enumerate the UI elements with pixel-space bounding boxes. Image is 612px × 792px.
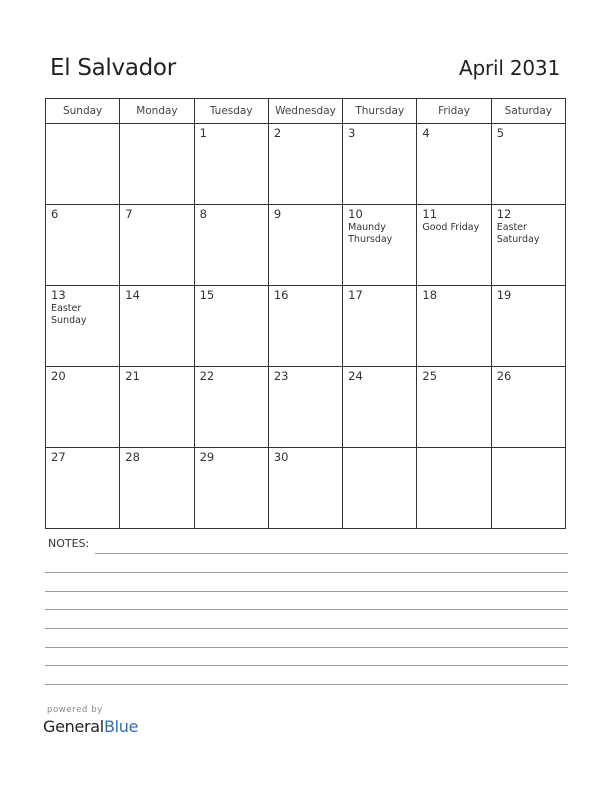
- day-number: 15: [199, 288, 215, 302]
- generalblue-logo: [43, 717, 138, 736]
- note-line: [45, 665, 568, 666]
- day-cell: [268, 286, 342, 367]
- day-number: 11: [422, 207, 438, 221]
- day-cell: [120, 286, 194, 367]
- day-number: 4: [422, 126, 430, 140]
- day-cell: [417, 205, 491, 286]
- weekday-friday: Friday: [417, 99, 491, 124]
- day-number: 16: [273, 288, 289, 302]
- holiday-label: Maundy Thursday: [348, 222, 393, 245]
- day-cell: [268, 448, 342, 529]
- day-cell: [343, 124, 417, 205]
- day-cell: [417, 124, 491, 205]
- day-cell: [268, 124, 342, 205]
- day-number: 20: [51, 369, 66, 383]
- day-number: 30: [273, 450, 289, 464]
- day-cell: [343, 205, 417, 286]
- day-cell: [194, 448, 268, 529]
- day-number: 7: [125, 207, 133, 221]
- week-row: [46, 448, 566, 529]
- day-cell: [46, 124, 120, 205]
- day-number: 8: [199, 207, 207, 221]
- day-number: 1: [199, 126, 207, 140]
- day-cell: [491, 205, 565, 286]
- day-number: 22: [199, 369, 215, 383]
- day-number: 29: [199, 450, 215, 464]
- day-number: 24: [348, 369, 363, 383]
- day-number: 27: [51, 450, 66, 464]
- note-line: [45, 591, 568, 592]
- day-cell: [46, 448, 120, 529]
- day-number: 5: [496, 126, 505, 140]
- day-number: 28: [125, 450, 140, 464]
- day-cell: [46, 367, 120, 448]
- day-cell: [120, 448, 194, 529]
- day-number: 13: [51, 288, 66, 302]
- day-number: 21: [125, 369, 140, 383]
- day-cell: [417, 367, 491, 448]
- day-cell: [194, 286, 268, 367]
- holiday-label: Good Friday: [422, 222, 480, 233]
- note-line: [45, 609, 568, 610]
- week-row: [46, 367, 566, 448]
- holiday-label: Easter Sunday: [51, 303, 87, 326]
- day-cell: [120, 124, 194, 205]
- weekday-header-row: [46, 99, 566, 124]
- day-cell: [491, 286, 565, 367]
- weekday-wednesday: Wednesday: [268, 99, 342, 124]
- day-cell: [120, 367, 194, 448]
- note-line: [45, 628, 568, 629]
- day-number: 23: [273, 369, 289, 383]
- note-line: [45, 572, 568, 573]
- weekday-tuesday: Tuesday: [194, 99, 268, 124]
- logo-blue-text: Blue: [103, 717, 139, 736]
- day-cell: [343, 286, 417, 367]
- weekday-saturday: Saturday: [491, 99, 565, 124]
- powered-by-text: powered by: [47, 705, 103, 715]
- month-title: April 2031: [459, 56, 560, 80]
- day-number: 19: [496, 288, 512, 302]
- day-cell: [417, 286, 491, 367]
- day-number: 26: [496, 369, 512, 383]
- day-cell: [194, 124, 268, 205]
- week-row: [46, 286, 566, 367]
- day-cell: [46, 286, 120, 367]
- day-cell: [120, 205, 194, 286]
- day-number: 10: [348, 207, 363, 221]
- day-cell: [268, 367, 342, 448]
- calendar-grid: [45, 98, 566, 529]
- week-row: [46, 124, 566, 205]
- day-cell: [491, 124, 565, 205]
- holiday-label: Easter Saturday: [496, 222, 540, 245]
- day-number: 14: [125, 288, 140, 302]
- note-line: [95, 553, 568, 554]
- notes-label: NOTES:: [48, 537, 90, 550]
- weekday-thursday: Thursday: [343, 99, 417, 124]
- weekday-monday: Monday: [120, 99, 194, 124]
- day-cell: [343, 367, 417, 448]
- day-cell: [268, 205, 342, 286]
- week-row: [46, 205, 566, 286]
- day-cell: [343, 448, 417, 529]
- day-cell: [194, 367, 268, 448]
- day-number: 2: [273, 126, 282, 140]
- day-number: 12: [496, 207, 512, 221]
- day-cell: [417, 448, 491, 529]
- weekday-sunday: Sunday: [46, 99, 120, 124]
- day-cell: [491, 367, 565, 448]
- day-number: 18: [422, 288, 438, 302]
- day-cell: [194, 205, 268, 286]
- note-line: [45, 684, 568, 685]
- day-number: 9: [273, 207, 282, 221]
- day-cell: [491, 448, 565, 529]
- logo-general-text: General: [43, 717, 104, 736]
- day-number: 6: [51, 207, 59, 221]
- day-number: 25: [422, 369, 438, 383]
- country-title: El Salvador: [50, 55, 176, 81]
- day-number: 17: [348, 288, 363, 302]
- day-number: 3: [348, 126, 356, 140]
- note-line: [45, 647, 568, 648]
- day-cell: [46, 205, 120, 286]
